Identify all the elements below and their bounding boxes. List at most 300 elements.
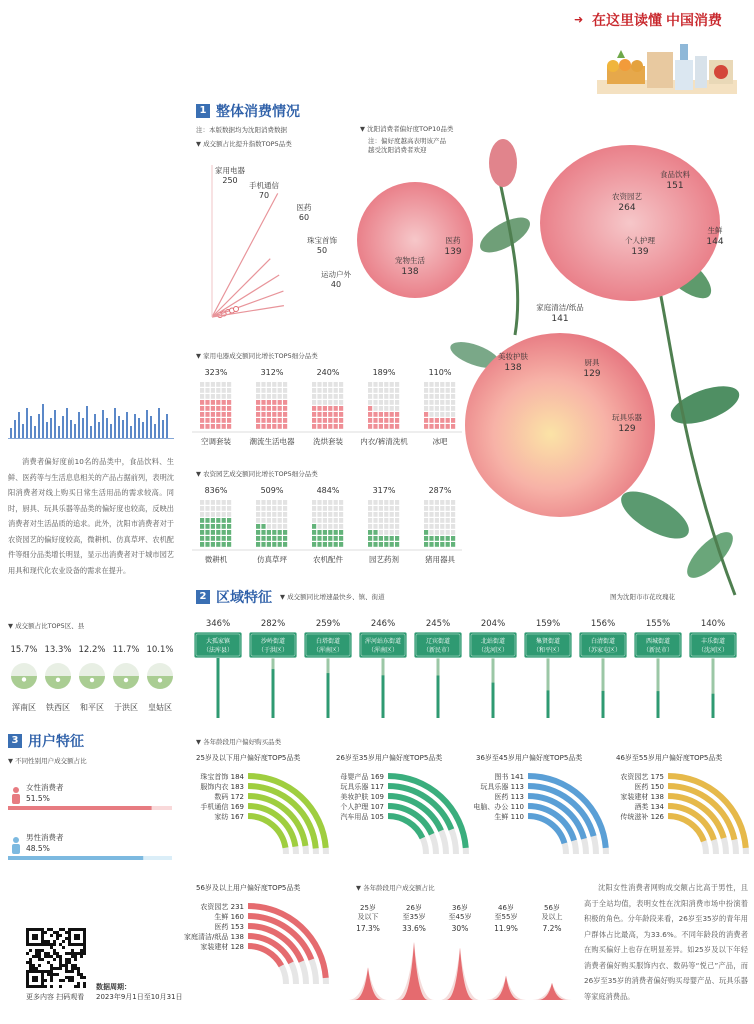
grid-cell xyxy=(222,400,226,405)
grid-cell xyxy=(272,512,276,517)
garden-grid-chart xyxy=(192,484,462,568)
grid-cell xyxy=(267,512,271,517)
qr-cell xyxy=(68,970,71,973)
person-body-icon xyxy=(12,794,20,804)
grid-cell xyxy=(200,412,204,417)
qr-cell xyxy=(77,952,80,955)
age-chart-title: 36岁至45岁用户偏好度TOP5品类 xyxy=(476,754,583,762)
qr-cell xyxy=(65,964,68,967)
deco-bar xyxy=(130,426,132,438)
fan-category-label: 家用电器 xyxy=(215,166,245,175)
grid-cell xyxy=(451,512,455,517)
grid-cell xyxy=(317,412,321,417)
grid-value-label: 240% xyxy=(316,368,340,377)
grid-cell xyxy=(323,412,327,417)
region-sign xyxy=(414,632,462,658)
fan-value-label: 60 xyxy=(298,213,310,222)
region-district-label: （浑南区） xyxy=(367,647,399,654)
deco-bar xyxy=(126,412,128,438)
grid-cell xyxy=(373,394,377,399)
grid-cell xyxy=(384,536,388,541)
grid-cell xyxy=(373,400,377,405)
grid-cell xyxy=(328,418,332,423)
grid-cell xyxy=(446,518,450,523)
region-district-label: （新民市） xyxy=(642,647,674,654)
qr-cell xyxy=(56,955,59,958)
grid-cell xyxy=(222,542,226,547)
grid-cell xyxy=(334,412,338,417)
rose-value-label: 129 xyxy=(583,369,601,379)
triangle-icon: ▼ xyxy=(280,593,288,601)
grid-cell xyxy=(205,412,209,417)
grid-cell xyxy=(451,400,455,405)
grid-cell xyxy=(222,536,226,541)
grid-cell xyxy=(267,400,271,405)
grid-cell xyxy=(317,406,321,411)
grid-cell xyxy=(395,412,399,417)
qr-cell xyxy=(77,973,80,976)
age-share-value: 17.3% xyxy=(356,924,380,933)
deco-bar xyxy=(74,424,76,438)
grid-cell xyxy=(368,542,372,547)
grid-value-label: 836% xyxy=(204,486,228,495)
fan-value-label: 250 xyxy=(222,176,238,185)
grid-cell xyxy=(440,388,444,393)
qr-cell xyxy=(32,967,35,970)
grid-cell xyxy=(200,382,204,387)
grid-cell xyxy=(373,418,377,423)
grid-cell xyxy=(272,536,276,541)
qr-cell xyxy=(38,955,41,958)
qr-cell xyxy=(38,958,41,961)
grid-cell xyxy=(278,524,282,529)
grid-cell xyxy=(440,400,444,405)
grid-category-label: 微耕机 xyxy=(204,555,228,564)
grid-cell xyxy=(334,518,338,523)
grid-cell xyxy=(317,500,321,505)
age-chart-title: 25岁及以下用户偏好度TOP5品类 xyxy=(196,754,301,762)
grid-cell xyxy=(368,500,372,505)
grid-cell xyxy=(216,500,220,505)
deco-bar xyxy=(106,418,108,438)
grid-cell xyxy=(267,418,271,423)
grid-cell xyxy=(395,530,399,535)
qr-cell xyxy=(56,973,59,976)
deco-bar xyxy=(62,416,64,438)
grid-cell xyxy=(435,524,439,529)
grid-cell xyxy=(368,424,372,429)
grid-cell xyxy=(446,500,450,505)
grid-cell xyxy=(328,382,332,387)
qr-cell xyxy=(38,964,41,967)
grid-category-label: 园艺药剂 xyxy=(369,555,399,564)
grid-cell xyxy=(317,400,321,405)
deco-bar xyxy=(158,408,160,438)
qr-cell xyxy=(50,970,53,973)
qr-cell xyxy=(59,964,62,967)
qr-cell xyxy=(74,967,77,970)
grid-cell xyxy=(261,500,265,505)
photo-caption: 图为沈阳市市花玫瑰花 xyxy=(610,593,675,601)
deco-bar xyxy=(134,414,136,438)
qr-cell xyxy=(35,967,38,970)
region-district-label: （和平区） xyxy=(532,647,564,654)
grid-cell xyxy=(339,536,343,541)
grid-cell xyxy=(211,388,215,393)
triangle-icon: ▼ xyxy=(196,140,204,148)
grid-cell xyxy=(278,530,282,535)
fan-category-label: 医药 xyxy=(296,203,312,212)
grid-cell xyxy=(424,400,428,405)
grid-cell xyxy=(429,400,433,405)
grid-cell xyxy=(429,412,433,417)
grid-cell xyxy=(373,506,377,511)
age-chart-title: 56岁及以上用户偏好度TOP5品类 xyxy=(196,884,301,892)
arc-label: 个人护理 107 xyxy=(340,803,384,811)
grid-cell xyxy=(211,500,215,505)
qr-cell xyxy=(77,970,80,973)
grid-cell xyxy=(317,418,321,423)
grid-cell xyxy=(390,524,394,529)
triangle-icon: ▼ xyxy=(356,884,364,892)
grid-cell xyxy=(368,394,372,399)
grid-cell xyxy=(429,500,433,505)
qr-cell xyxy=(80,976,83,979)
female-icon xyxy=(13,787,19,793)
grid-cell xyxy=(227,400,231,405)
grid-cell xyxy=(328,424,332,429)
grid-value-label: 110% xyxy=(428,368,452,377)
grid-cell xyxy=(317,536,321,541)
qr-cell xyxy=(71,949,74,952)
age-pref-title: ▼ 各年龄段用户偏好购买品类 xyxy=(196,738,282,746)
grid-cell xyxy=(272,524,276,529)
qr-finder-center xyxy=(74,934,80,940)
grid-cell xyxy=(424,530,428,535)
arc-label: 珠宝首饰 184 xyxy=(200,773,244,781)
grid-cell xyxy=(267,424,271,429)
grid-cell xyxy=(395,500,399,505)
grid-cell xyxy=(395,542,399,547)
grid-cell xyxy=(395,394,399,399)
arc-label: 医药 150 xyxy=(634,783,664,791)
grid-cell xyxy=(395,536,399,541)
qr-cell xyxy=(50,943,53,946)
rose-category-label: 医药 xyxy=(445,236,461,245)
grid-cell xyxy=(283,400,287,405)
grid-cell xyxy=(328,542,332,547)
age-share-title: ▼ 各年龄段用户成交额占比 xyxy=(356,884,435,892)
qr-cell xyxy=(56,952,59,955)
grid-cell xyxy=(317,530,321,535)
grid-cell xyxy=(451,530,455,535)
deco-bar xyxy=(78,412,80,438)
deco-bar xyxy=(154,424,156,438)
grid-cell xyxy=(261,542,265,547)
arc-label: 汽车用品 105 xyxy=(340,813,384,821)
arc-label: 美妆护肤 109 xyxy=(340,793,384,801)
decorative-bars xyxy=(8,404,174,440)
deco-bar xyxy=(82,418,84,438)
grid-cell xyxy=(379,524,383,529)
district-dot xyxy=(90,678,94,682)
grid-cell xyxy=(323,394,327,399)
region-sign xyxy=(359,632,407,658)
grid-cell xyxy=(390,382,394,387)
gender-bar-fill xyxy=(8,806,152,810)
grid-cell xyxy=(440,394,444,399)
grid-cell xyxy=(384,524,388,529)
grid-cell xyxy=(222,382,226,387)
grid-cell xyxy=(435,418,439,423)
grid-cell xyxy=(334,512,338,517)
grid-cell xyxy=(328,512,332,517)
qr-cell xyxy=(74,952,77,955)
grid-cell xyxy=(312,524,316,529)
qr-cell xyxy=(44,931,47,934)
grid-cell xyxy=(312,394,316,399)
period-label: 数据周期： xyxy=(96,983,131,991)
grid-cell xyxy=(379,406,383,411)
qr-cell xyxy=(44,970,47,973)
deco-bar xyxy=(162,420,164,438)
grid-cell xyxy=(216,506,220,511)
rose-value-label: 141 xyxy=(551,314,569,324)
qr-cell xyxy=(32,955,35,958)
grid-cell xyxy=(429,424,433,429)
qr-cell xyxy=(65,937,68,940)
qr-cell xyxy=(29,964,32,967)
grid-category-label: 猪用器具 xyxy=(425,555,455,564)
arc-label: 服饰内衣 183 xyxy=(200,783,244,791)
rose-large xyxy=(540,145,720,301)
region-sign xyxy=(579,632,627,658)
grid-cell xyxy=(312,506,316,511)
grid-category-label: 潮流生活电器 xyxy=(249,437,295,446)
qr-cell xyxy=(47,973,50,976)
grid-cell xyxy=(440,406,444,411)
age-share-value: 33.6% xyxy=(402,924,426,933)
grid-cell xyxy=(256,418,260,423)
grid-cell xyxy=(312,424,316,429)
grid-cell xyxy=(200,500,204,505)
grid-cell xyxy=(267,530,271,535)
grid-cell xyxy=(334,536,338,541)
grid-cell xyxy=(384,512,388,517)
grid-cell xyxy=(222,418,226,423)
grid-cell xyxy=(272,412,276,417)
gender-bar-fill xyxy=(8,856,143,860)
grid-cell xyxy=(429,388,433,393)
qr-cell xyxy=(56,934,59,937)
grid-cell xyxy=(272,382,276,387)
district-value-label: 10.1% xyxy=(146,645,174,655)
qr-cell xyxy=(53,973,56,976)
qr-cell xyxy=(47,955,50,958)
grid-cell xyxy=(373,530,377,535)
grid-cell xyxy=(328,518,332,523)
deco-bar xyxy=(90,426,92,438)
qr-cell xyxy=(29,961,32,964)
district-dot xyxy=(124,678,128,682)
grid-cell xyxy=(256,536,260,541)
region-sign xyxy=(634,632,682,658)
qr-cell xyxy=(77,982,80,985)
grid-cell xyxy=(317,424,321,429)
qr-cell xyxy=(62,946,65,949)
grid-cell xyxy=(261,424,265,429)
triangle-icon: ▼ xyxy=(360,125,368,133)
qr-cell xyxy=(50,934,53,937)
grid-cell xyxy=(368,536,372,541)
grid-cell xyxy=(205,406,209,411)
grid-cell xyxy=(446,406,450,411)
grid-cell xyxy=(317,382,321,387)
grid-cell xyxy=(451,506,455,511)
grid-cell xyxy=(312,400,316,405)
grid-cell xyxy=(368,388,372,393)
grid-cell xyxy=(384,394,388,399)
rose-category-label: 厨具 xyxy=(584,358,600,367)
qr-cell xyxy=(53,952,56,955)
grid-cell xyxy=(424,506,428,511)
grid-category-label: 内衣/裤清洗机 xyxy=(360,437,408,446)
deco-bar xyxy=(46,422,48,438)
grid-cell xyxy=(323,524,327,529)
deco-bar xyxy=(166,414,168,438)
qr-cell xyxy=(71,970,74,973)
grid-cell xyxy=(368,406,372,411)
grid-cell xyxy=(429,518,433,523)
qr-cell xyxy=(65,958,68,961)
grid-cell xyxy=(390,412,394,417)
deco-bar xyxy=(10,428,12,438)
grid-cell xyxy=(429,418,433,423)
grid-cell xyxy=(256,506,260,511)
age-chart-title: 46岁至55岁用户偏好度TOP5品类 xyxy=(616,754,723,762)
grid-cell xyxy=(256,382,260,387)
grid-cell xyxy=(384,412,388,417)
grid-cell xyxy=(395,400,399,405)
grid-cell xyxy=(317,512,321,517)
appliance-grid-chart xyxy=(192,366,462,450)
arc-label: 家装建材 138 xyxy=(620,793,664,801)
grid-cell xyxy=(379,382,383,387)
rose-value-label: 138 xyxy=(401,267,419,277)
grid-cell xyxy=(384,388,388,393)
grid-cell xyxy=(200,394,204,399)
region-sign xyxy=(689,632,737,658)
district-value-label: 13.3% xyxy=(44,645,72,655)
grid-cell xyxy=(272,406,276,411)
grid-cell xyxy=(429,394,433,399)
grid-cell xyxy=(451,500,455,505)
grid-cell xyxy=(334,400,338,405)
grid-cell xyxy=(435,400,439,405)
qr-cell xyxy=(74,958,77,961)
qr-cell xyxy=(80,973,83,976)
fan-dot xyxy=(234,307,239,312)
qr-cell xyxy=(56,967,59,970)
qr-cell xyxy=(59,955,62,958)
grid-cell xyxy=(205,536,209,541)
grid-cell xyxy=(261,412,265,417)
grid-cell xyxy=(424,388,428,393)
grid-cell xyxy=(283,506,287,511)
qr-cell xyxy=(74,964,77,967)
grid-cell xyxy=(216,394,220,399)
grid-cell xyxy=(272,424,276,429)
arc-label: 农资园艺 175 xyxy=(620,773,664,781)
rose-value-label: 139 xyxy=(444,247,462,257)
grid-cell xyxy=(283,542,287,547)
fan-line xyxy=(212,259,270,317)
fan-value-label: 70 xyxy=(258,191,270,200)
grid-cell xyxy=(373,382,377,387)
grid-cell xyxy=(424,512,428,517)
grid-cell xyxy=(205,394,209,399)
triangle-icon: ▼ xyxy=(196,470,204,478)
grid-cell xyxy=(435,542,439,547)
qr-cell xyxy=(74,955,77,958)
grid-cell xyxy=(379,418,383,423)
grid-cell xyxy=(200,530,204,535)
grid-cell xyxy=(440,506,444,511)
grid-cell xyxy=(368,512,372,517)
grid-cell xyxy=(205,400,209,405)
qr-cell xyxy=(68,979,71,982)
grid-cell xyxy=(222,500,226,505)
deco-bar xyxy=(114,408,116,438)
grid-category-label: 农机配件 xyxy=(313,555,343,564)
grid-cell xyxy=(227,406,231,411)
grid-cell xyxy=(435,518,439,523)
grid-cell xyxy=(272,388,276,393)
grid-cell xyxy=(339,518,343,523)
grid-cell xyxy=(435,412,439,417)
qr-cell xyxy=(26,952,29,955)
grid-cell xyxy=(278,536,282,541)
arc-label: 生鲜 160 xyxy=(214,913,244,921)
grid-cell xyxy=(211,406,215,411)
grid-cell xyxy=(323,518,327,523)
region-district-label: （新民市） xyxy=(422,647,454,654)
grid-cell xyxy=(205,418,209,423)
qr-cell xyxy=(65,976,68,979)
region-value-label: 346% xyxy=(205,619,231,629)
grid-cell xyxy=(211,524,215,529)
section3-number: 3 xyxy=(8,734,22,748)
qr-cell xyxy=(50,976,53,979)
grid-cell xyxy=(312,512,316,517)
region-value-label: 259% xyxy=(315,619,341,629)
grid-cell xyxy=(205,518,209,523)
qr-cell xyxy=(83,976,86,979)
grid-cell xyxy=(278,388,282,393)
qr-cell xyxy=(80,955,83,958)
grid-cell xyxy=(435,500,439,505)
grid-cell xyxy=(278,382,282,387)
grid-cell xyxy=(429,512,433,517)
deco-bar xyxy=(22,424,24,438)
deco-bar xyxy=(50,418,52,438)
grid-cell xyxy=(227,418,231,423)
grid-cell xyxy=(227,518,231,523)
grid-cell xyxy=(429,542,433,547)
left-paragraph: 消费者偏好度前10名的品类中，食品饮料、生鲜、医药等与生活息息相关的产品占据前列，表明沈阳消费者对线上购买日常生活用品的需求较高。同时，厨具、玩具乐器等品类的偏好度也较高，反映出消费者对生活品质的追求。此外，沈阳市消费者对于农资园艺的偏好度较高，微耕机、仿真草坪、农机配件等细分品类增长明显，显示出消费者对于城市园艺用具和现代化农业设备的需求在提升。 xyxy=(8,457,174,575)
grid-cell xyxy=(278,406,282,411)
grid-cell xyxy=(256,394,260,399)
